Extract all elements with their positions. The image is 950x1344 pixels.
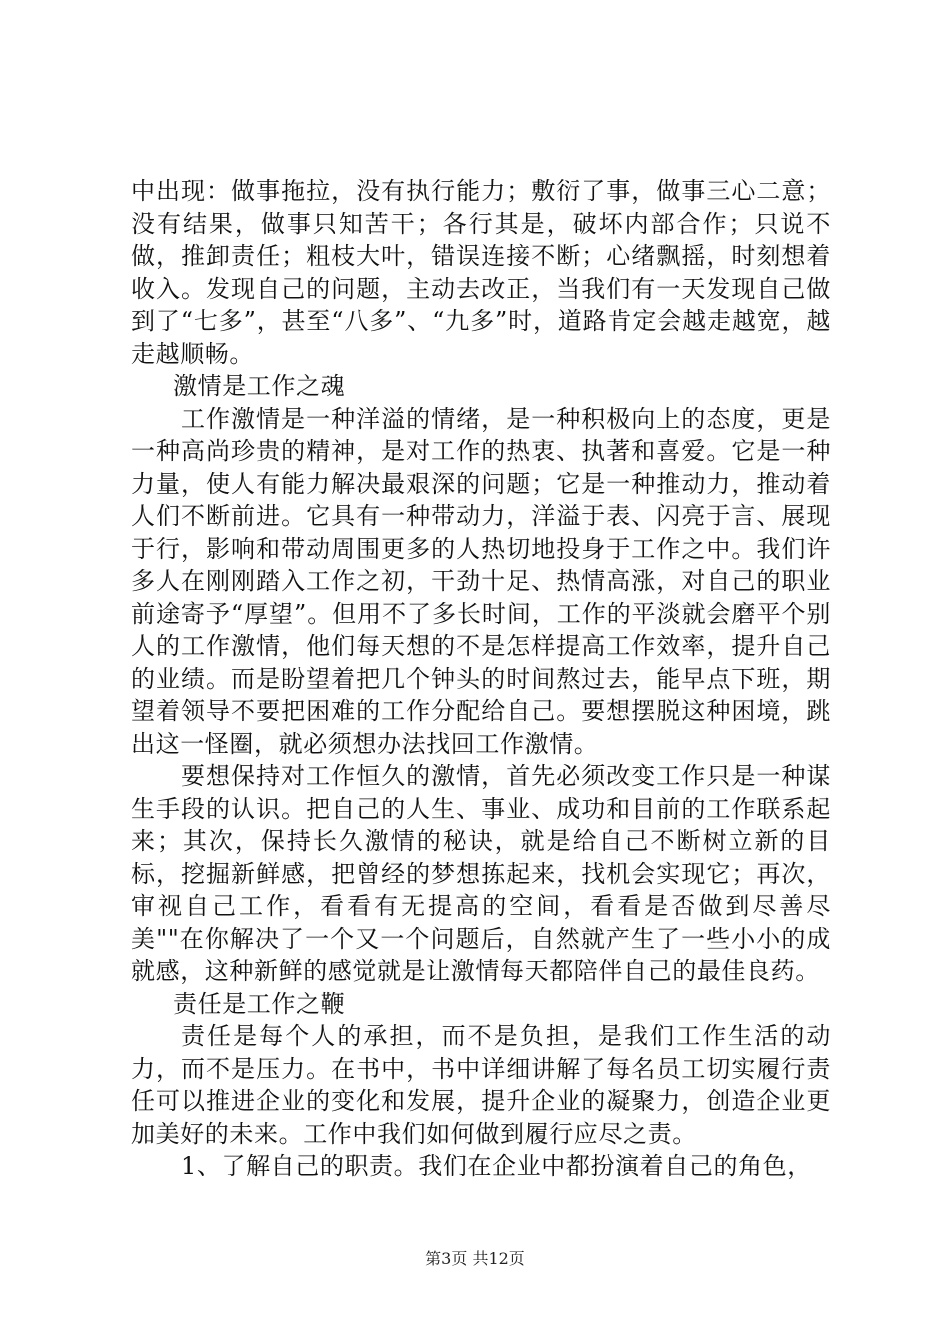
- page-footer: [0, 1246, 950, 1269]
- paragraph-continued: 中出现：做事拖拉，没有执行能力；敷衍了事，做事三心二意；没有结果，做事只知苦干；各行其是，破坏内部合作；只说不做，推卸责任；粗枝大叶，错误连接不断；心绪飘摇，时刻想着收入。发现自己的问题，主动去改正，当我们有一天发现自己做到了“七多”，甚至“八多”、“九多”时，道路肯定会越走越宽，越走越顺畅。: [131, 177, 831, 368]
- section-heading-passion: 激情是工作之魂: [173, 372, 346, 400]
- page-number-label: 第3页 共12页: [425, 1249, 525, 1268]
- paragraph-passion-intro: 工作激情是一种洋溢的情绪，是一种积极向上的态度，更是一种高尚珍贵的精神，是对工作的热衷、执著和喜爱。它是一种力量，使人有能力解决最艰深的问题；它是一种推动力，推动着人们不断前进。它具有一种带动力，洋溢于表、闪亮于言、展现于行，影响和带动周围更多的人热切地投身于工作之中。我们许多人在刚刚踏入工作之初，干劲十足、热情高涨，对自己的职业前途寄予“厚望”。但用不了多长时间，工作的平淡就会磨平个别人的工作激情，他们每天想的不是怎样提高工作效率，提升自己的业绩。而是盼望着把几个钟头的时间熬过去，能早点下班，期望着领导不要把困难的工作分配给自己。要想摆脱这种困境，跳出这一怪圈，就必须想办法找回工作激情。: [131, 404, 831, 758]
- section-heading-responsibility: 责任是工作之鞭: [173, 989, 346, 1018]
- paragraph-responsibility-intro: 责任是每个人的承担，而不是负担，是我们工作生活的动力，而不是压力。在书中，书中详细讲解了每名员工切实履行责任可以推进企业的变化和发展，提升企业的凝聚力，创造企业更加美好的未来。工作中我们如何做到履行应尽之责。: [131, 1022, 831, 1148]
- paragraph-passion-keep: 要想保持对工作恒久的激情，首先必须改变工作只是一种谋生手段的认识。把自己的人生、事业、成功和目前的工作联系起来；其次，保持长久激情的秘诀，就是给自己不断树立新的目标，挖掘新鲜感，把曾经的梦想拣起来，找机会实现它；再次，审视自己工作，看看有无提高的空间，看看是否做到尽善尽美""在你解决了一个又一个问题后，自然就产生了一些小小的成就感，这种新鲜的感觉就是让激情每天都陪伴自己的最佳良药。: [131, 762, 831, 985]
- paragraph-responsibility-item-1: 1、了解自己的职责。我们在企业中都扮演着自己的角色，: [181, 1152, 812, 1180]
- document-body: [131, 175, 831, 1183]
